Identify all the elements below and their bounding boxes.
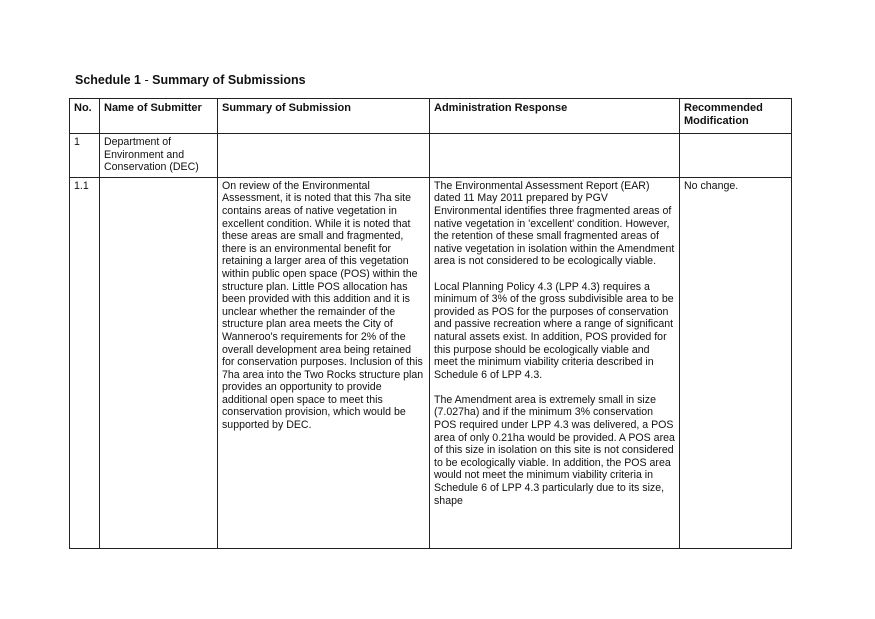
response-paragraph: The Amendment area is extremely small in size (7.027ha) and if the minimum 3% conservation POS required under LPP 4.3 was delivered, a POS area of only 0.21ha would be provided. A POS area of this size in isolation on this site is not considered to be ecologically viable. In addition, the POS area would not meet the minimum viability criteria in Schedule 6 of LPP 4.3 particularly due to its size, shape — [434, 393, 675, 507]
summary-cell — [218, 177, 430, 548]
modification-cell: No change. — [680, 177, 792, 548]
submitter-name-cell: Department of Environment and Conservation (DEC) — [100, 134, 218, 178]
row-number-cell: 1.1 — [70, 177, 100, 548]
row-number-cell: 1 — [70, 134, 100, 178]
header-no: No. — [70, 99, 100, 134]
header-summary-of-submission: Summary of Submission — [218, 99, 430, 134]
header-recommended-modification: Recommended Modification — [680, 99, 792, 134]
heading-separator: - — [141, 73, 153, 87]
response-paragraph: The Environmental Assessment Report (EAR) dated 11 May 2011 prepared by PGV Environmental identifies three fragmented areas of native vegetation in 'excellent' condition. However, the retention of these small fragmented areas of native vegetation in isolation within the Amendment area is not considered to be ecologically viable. — [434, 179, 675, 268]
submitter-name-cell — [100, 177, 218, 548]
header-name-of-submitter: Name of Submitter — [100, 99, 218, 134]
summary-cell — [218, 134, 430, 178]
modification-cell — [680, 134, 792, 178]
table-header-row — [70, 99, 792, 134]
page-heading — [75, 73, 306, 87]
response-cell — [430, 177, 680, 548]
response-cell — [430, 134, 680, 178]
submissions-table — [69, 98, 792, 549]
header-administration-response: Administration Response — [430, 99, 680, 134]
table-row — [70, 134, 792, 178]
heading-schedule-label: Schedule 1 — [75, 73, 141, 87]
heading-title: Summary of Submissions — [152, 73, 306, 87]
response-paragraph: Local Planning Policy 4.3 (LPP 4.3) requires a minimum of 3% of the gross subdivisible area to be provided as POS for the purposes of conservation and passive recreation where a range of significant natural assets exist. In addition, POS provided for this purpose should be ecologically viable and meet the minimum viability criteria described in Schedule 6 of LPP 4.3. — [434, 280, 674, 381]
summary-paragraph: On review of the Environmental Assessment, it is noted that this 7ha site contains areas of native vegetation in excellent condition. While it is noted that these areas are small and fragmented, there is an environmental benefit for retaining a larger area of this vegetation within public open space (POS) within the structure plan. Little POS allocation has been provided with this addition and it is unclear whether the remainder of the structure plan area meets the City of Wanneroo's requirements for 2% of the overall development area being retained for conservation purposes. Inclusion of this 7ha area into the Two Rocks structure plan provides an opportunity to provide additional open space to meet this conservation provision, which would be supported by DEC. — [222, 179, 424, 432]
table-row — [70, 177, 792, 548]
